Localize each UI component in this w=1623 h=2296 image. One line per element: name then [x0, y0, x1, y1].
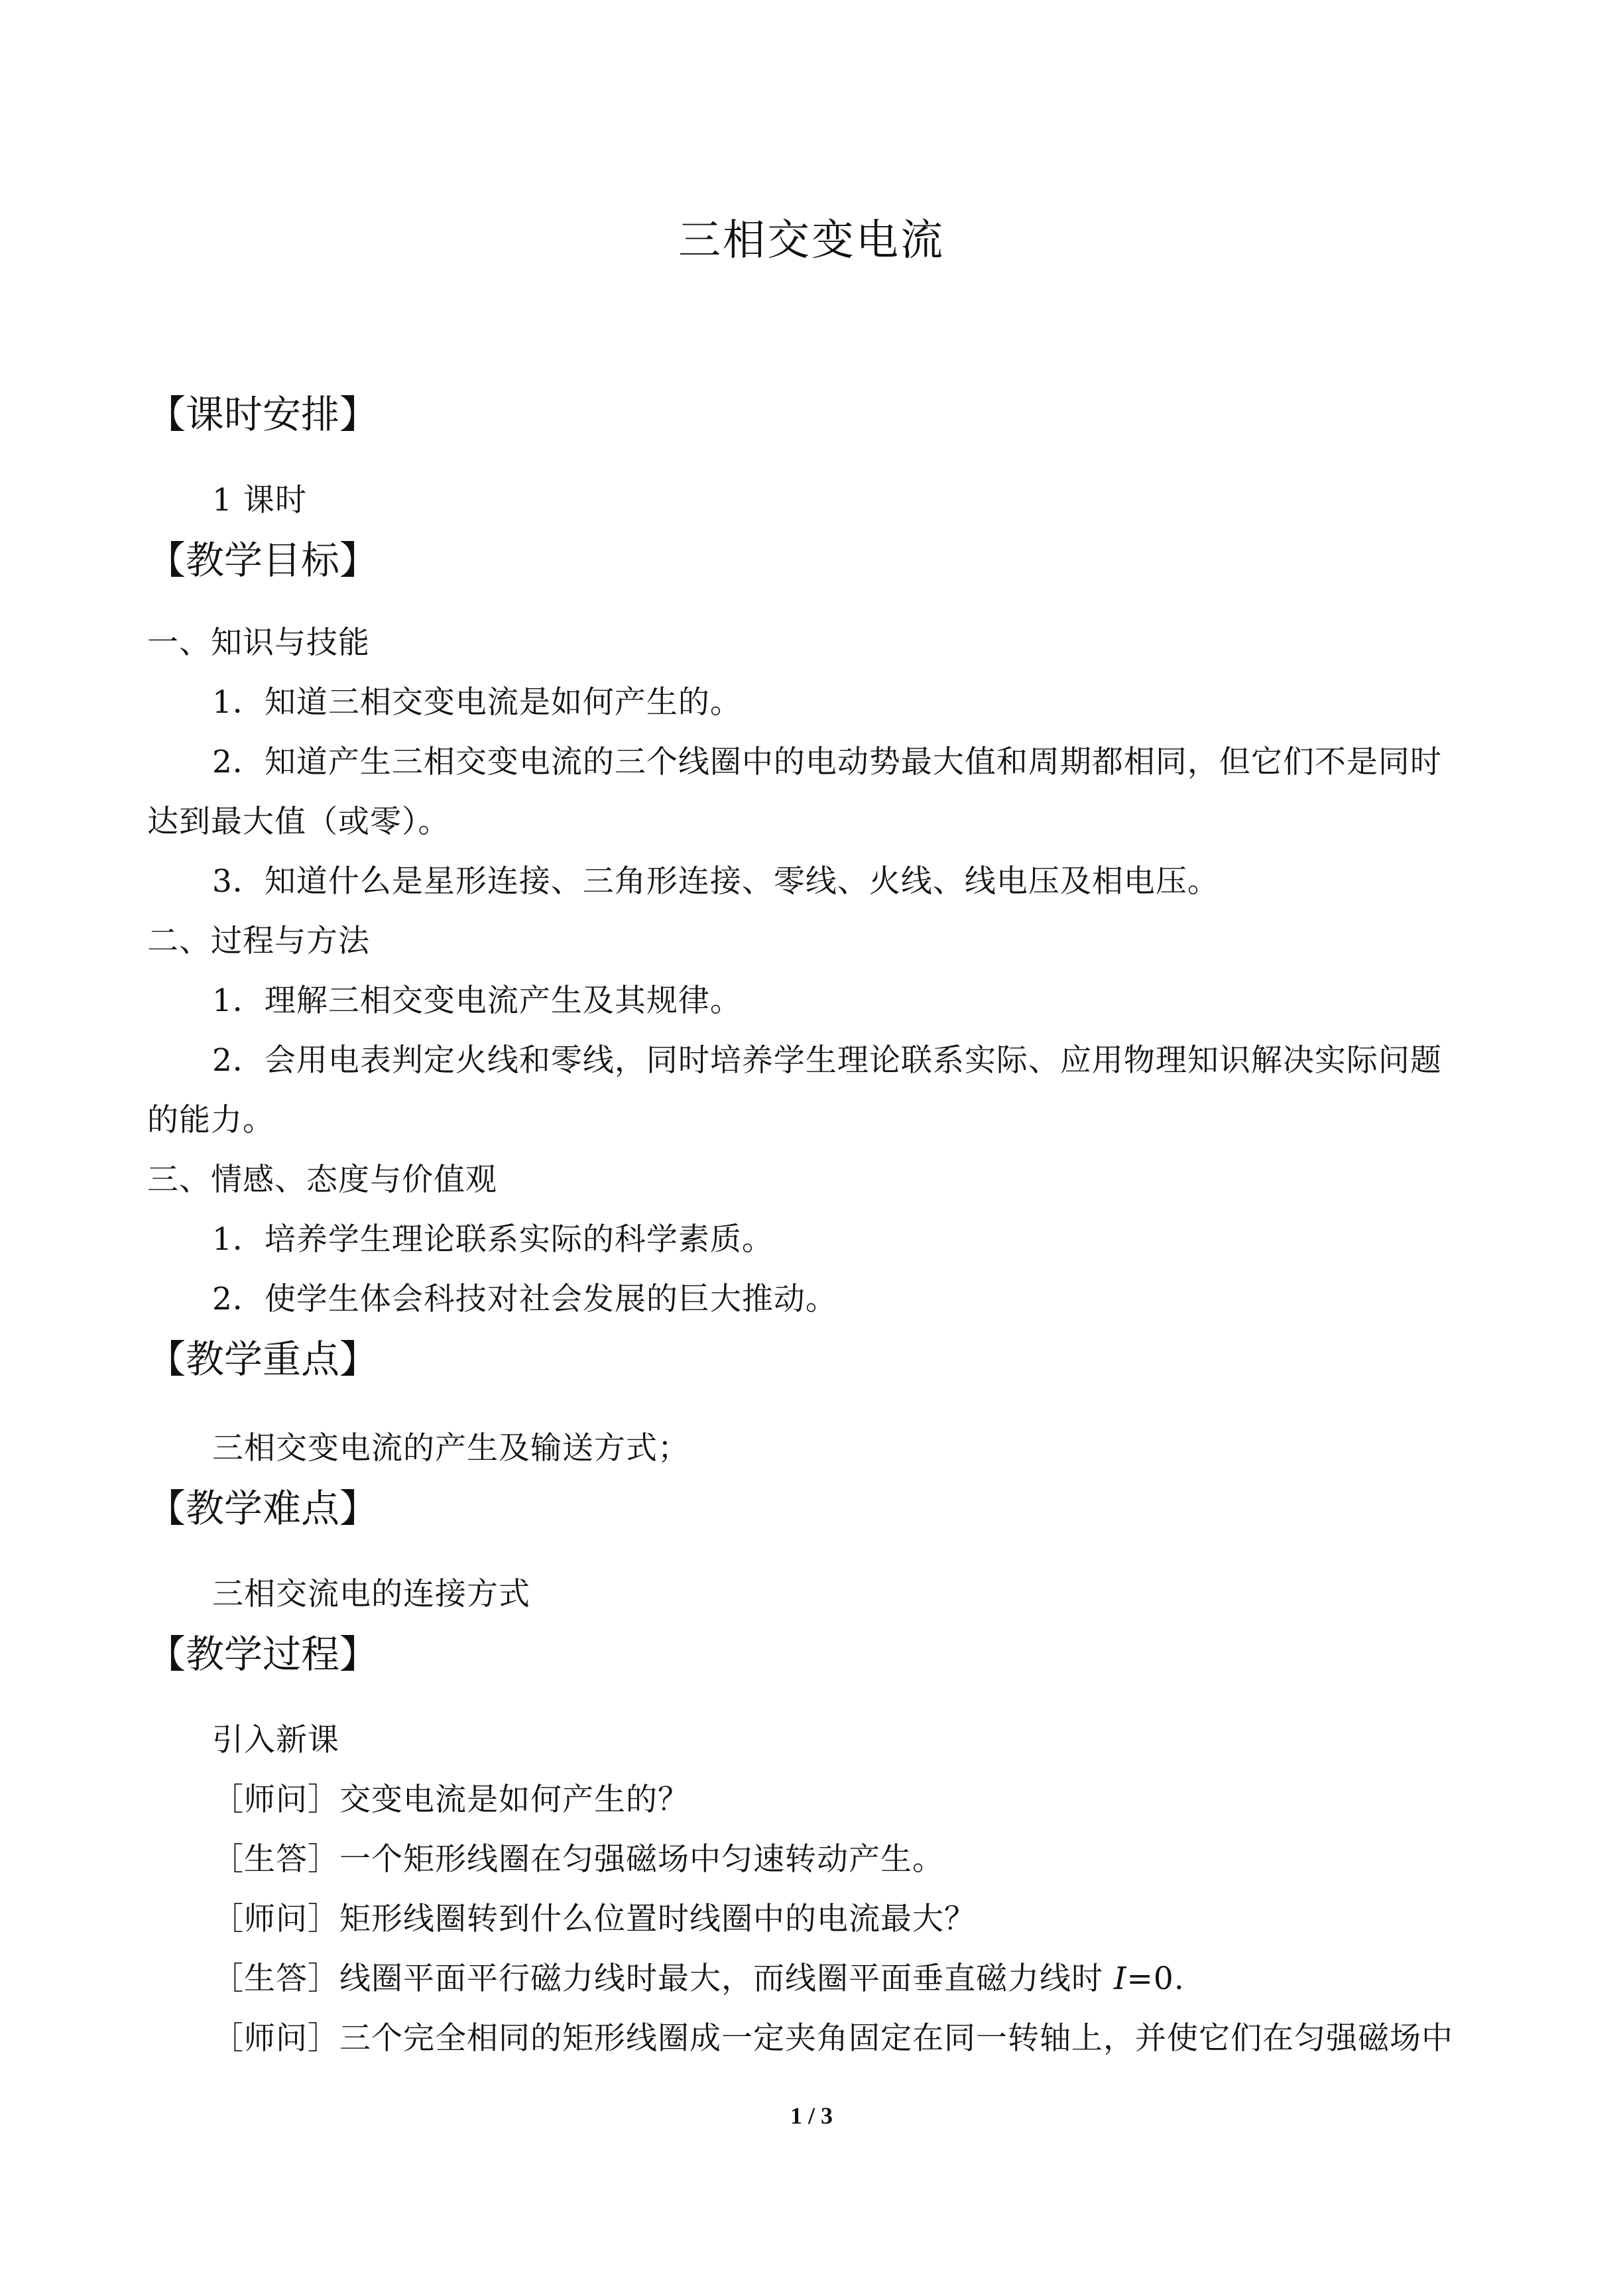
- dialogue-line-1: ［师问］交变电流是如何产生的？: [212, 1782, 690, 1818]
- dialogue-line-4-text: ［生答］线圈平面平行磁力线时最大，而线圈平面垂直磁力线时: [212, 1961, 1114, 1997]
- dialogue-line-5: ［师问］三个完全相同的矩形线圈成一定夹角固定在同一转轴上，并使它们在匀强磁场中: [212, 2020, 1453, 2057]
- process-intro: 引入新课: [212, 1722, 339, 1758]
- dialogue-line-4-end: =0.: [1126, 1961, 1185, 1997]
- objective-3-item-2: 2．使学生体会科技对社会发展的巨大推动。: [212, 1281, 837, 1317]
- heading-difficulties: 【教学难点】: [147, 1486, 379, 1531]
- objective-2-item-2-cont: 的能力。: [147, 1102, 274, 1138]
- objective-1-item-2: 2．知道产生三相交变电流的三个线圈中的电动势最大值和周期都相同，但它们不是同时: [212, 744, 1442, 780]
- dialogue-line-4: [212, 1956, 1185, 2002]
- schedule-text: 1 课时: [212, 482, 307, 518]
- objective-2-item-2: 2．会用电表判定火线和零线，同时培养学生理论联系实际、应用物理知识解决实际问题: [212, 1042, 1442, 1079]
- key-points-text: 三相交变电流的产生及输送方式；: [212, 1430, 690, 1467]
- dialogue-line-2: ［生答］一个矩形线圈在匀强磁场中匀速转动产生。: [212, 1841, 944, 1878]
- objective-1-item-1: 1．知道三相交变电流是如何产生的。: [212, 684, 742, 721]
- objective-2-item-1: 1．理解三相交变电流产生及其规律。: [212, 983, 742, 1019]
- page-number: 1 / 3: [790, 2102, 833, 2129]
- objective-section-2: 二、过程与方法: [147, 923, 370, 959]
- dialogue-line-3: ［师问］矩形线圈转到什么位置时线圈中的电流最大？: [212, 1901, 976, 1937]
- heading-key-points: 【教学重点】: [147, 1337, 379, 1382]
- objective-1-item-2-cont: 达到最大值（或零）。: [147, 804, 450, 840]
- objective-3-item-1: 1．培养学生理论联系实际的科学素质。: [212, 1221, 774, 1258]
- current-symbol: I: [1113, 1961, 1127, 1997]
- difficulties-text: 三相交流电的连接方式: [212, 1576, 530, 1612]
- heading-schedule: 【课时安排】: [147, 392, 379, 437]
- heading-objectives: 【教学目标】: [147, 538, 379, 583]
- objective-section-3: 三、情感、态度与价值观: [147, 1162, 497, 1198]
- heading-process: 【教学过程】: [147, 1632, 379, 1677]
- document-title: 三相交变电流: [678, 216, 945, 265]
- objective-1-item-3: 3．知道什么是星形连接、三角形连接、零线、火线、线电压及相电压。: [212, 863, 1219, 900]
- objective-section-1: 一、知识与技能: [147, 625, 370, 661]
